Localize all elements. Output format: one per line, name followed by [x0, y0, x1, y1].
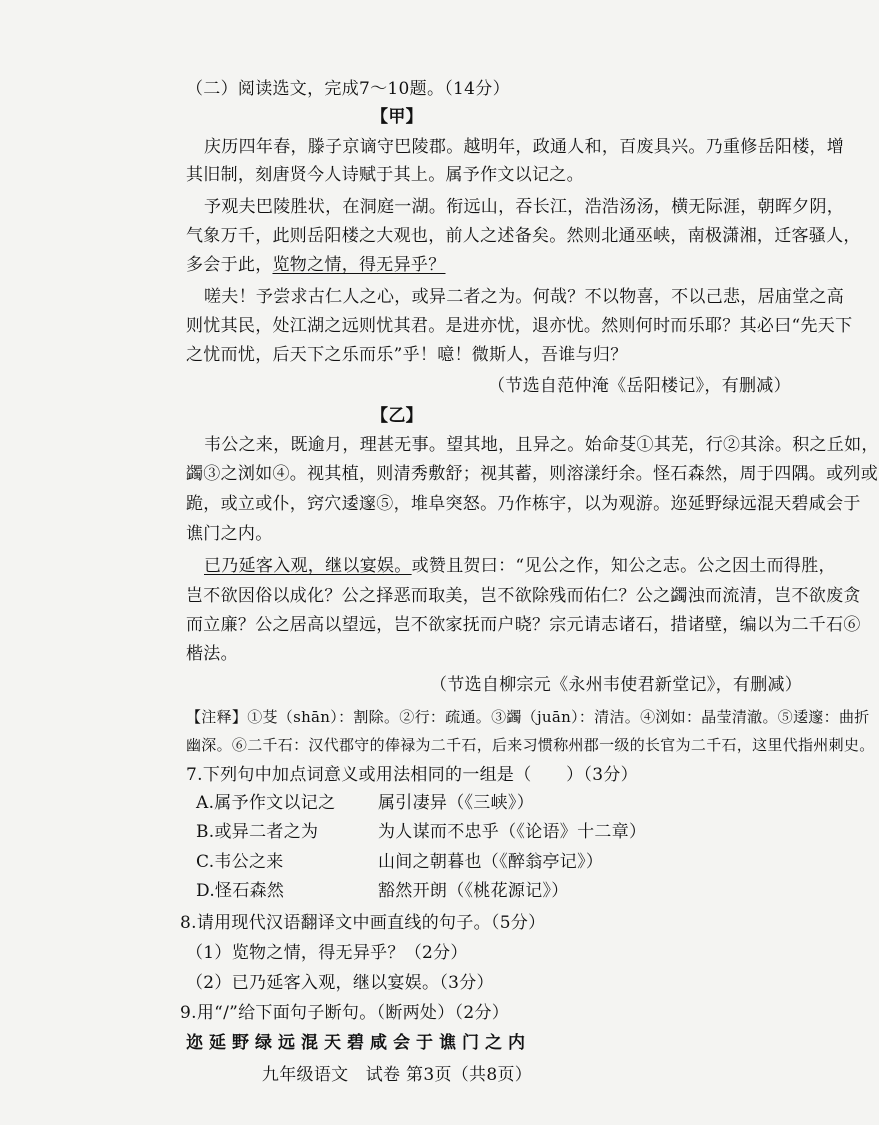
q8-item-2: （2）已乃延客入观，继以宴娱。（3分）: [186, 973, 494, 993]
yi-p2-line4: 楷法。: [186, 644, 238, 664]
yi-p1-line1: 韦公之来，既逾月，理甚无事。望其地，且异之。始命芟①其芜，行②其涂。积之丘如，: [204, 435, 879, 455]
notes-line1: 【注释】①芟（shān）：割除。②行：疏通。③蠲（juān）：清洁。④浏如：晶莹清澈。⑤逶邃：曲折: [186, 708, 870, 726]
yi-p1-line4: 谯门之内。: [186, 524, 273, 544]
yi-source: （节选自柳宗元《永州韦使君新堂记》，有删减）: [430, 675, 803, 695]
jia-p3-line1: 嗟夫！予尝求古仁人之心，或异二者之为。何哉？不以物喜，不以己悲，居庙堂之高: [204, 287, 845, 307]
q7-option-a-compare: 属引凄异（《三峡》）: [378, 793, 534, 813]
jia-p3-line3: 之忧而忧，后天下之乐而乐”乎！噫！微斯人，吾谁与归？: [186, 345, 628, 365]
q7-option-a: A.属予作文以记之: [196, 793, 336, 813]
q7-option-b: B.或异二者之为: [196, 822, 319, 842]
yi-p2-line1: [204, 555, 836, 577]
q9-stem: 9.用“/”给下面句子断句。（断两处）（2分）: [180, 1003, 510, 1023]
yi-p2-line1-plain: 或赞且贺曰：“见公之作，知公之志。公之因土而得胜，: [411, 556, 836, 576]
q8-item-1: （1）览物之情，得无异乎？（2分）: [186, 943, 468, 963]
yi-p1-line2: 蠲③之浏如④。视其植，则清秀敷舒；视其蓄，则溶漾纡余。怪石森然，周于四隅。或列或: [186, 464, 878, 484]
yi-p2-line2: 岂不欲因俗以成化？公之择恶而取美，岂不欲除残而佑仁？公之蠲浊而流清，岂不欲废贪: [186, 586, 861, 606]
q7-option-c-compare: 山间之朝暮也（《醉翁亭记》）: [378, 852, 604, 872]
jia-p2-line2: 气象万千，此则岳阳楼之大观也，前人之述备矣。然则北通巫峡，南极潇湘，迁客骚人，: [186, 226, 861, 246]
jia-p2-line1: 予观夫巴陵胜状，在洞庭一湖。衔远山，吞长江，浩浩汤汤，横无际涯，朝晖夕阴，: [204, 197, 845, 217]
q7-option-b-compare: 为人谋而不忠乎（《论语》十二章）: [378, 822, 647, 842]
q9-sentence: 迩延野绿远混天碧咸会于谯门之内: [186, 1033, 531, 1053]
heading-yi: 【乙】: [371, 406, 423, 426]
jia-p2-line3-plain: 多会于此，: [186, 255, 273, 275]
jia-p2-line3: [186, 254, 446, 276]
jia-source: （节选自范仲淹《岳阳楼记》，有删减）: [488, 376, 791, 396]
q7-option-d-compare: 豁然开朗（《桃花源记》）: [378, 881, 569, 901]
q8-stem: 8.请用现代汉语翻译文中画直线的句子。（5分）: [180, 913, 546, 933]
underlined-sentence-1: 览物之情，得无异乎？: [272, 255, 446, 275]
underlined-sentence-2: 已乃延客入观，继以宴娱。: [204, 556, 412, 576]
q7-option-c: C.韦公之来: [196, 852, 284, 872]
page-footer: 九年级语文 试卷 第3页（共8页）: [261, 1065, 533, 1085]
yi-p2-line3: 而立廉？公之居高以望远，岂不欲家抚而户晓？宗元请志诸石，措诸壁，编以为二千石⑥: [186, 615, 861, 635]
section-title: （二）阅读选文，完成7～10题。（14分）: [186, 79, 510, 99]
heading-jia: 【甲】: [371, 107, 423, 127]
jia-p1-line2: 其旧制，刻唐贤今人诗赋于其上。属予作文以记之。: [186, 165, 584, 185]
q7-option-d: D.怪石森然: [196, 881, 285, 901]
q7-stem: 7.下列句中加点词意义或用法相同的一组是（ ）（3分）: [186, 765, 638, 785]
yi-p1-line3: 跪，或立或仆，窍穴逶邃⑤，堆阜突怒。乃作栋宇，以为观游。迩延野绿远混天碧咸会于: [186, 494, 861, 514]
jia-p3-line2: 则忧其民，处江湖之远则忧其君。是进亦忧，退亦忧。然则何时而乐耶？其必曰“先天下: [186, 316, 853, 336]
jia-p1-line1: 庆历四年春，滕子京谪守巴陵郡。越明年，政通人和，百废具兴。乃重修岳阳楼，增: [204, 137, 845, 157]
notes-line2: 幽深。⑥二千石：汉代郡守的俸禄为二千石，后来习惯称州郡一级的长官为二千石，这里代指州刺史。: [186, 736, 875, 754]
